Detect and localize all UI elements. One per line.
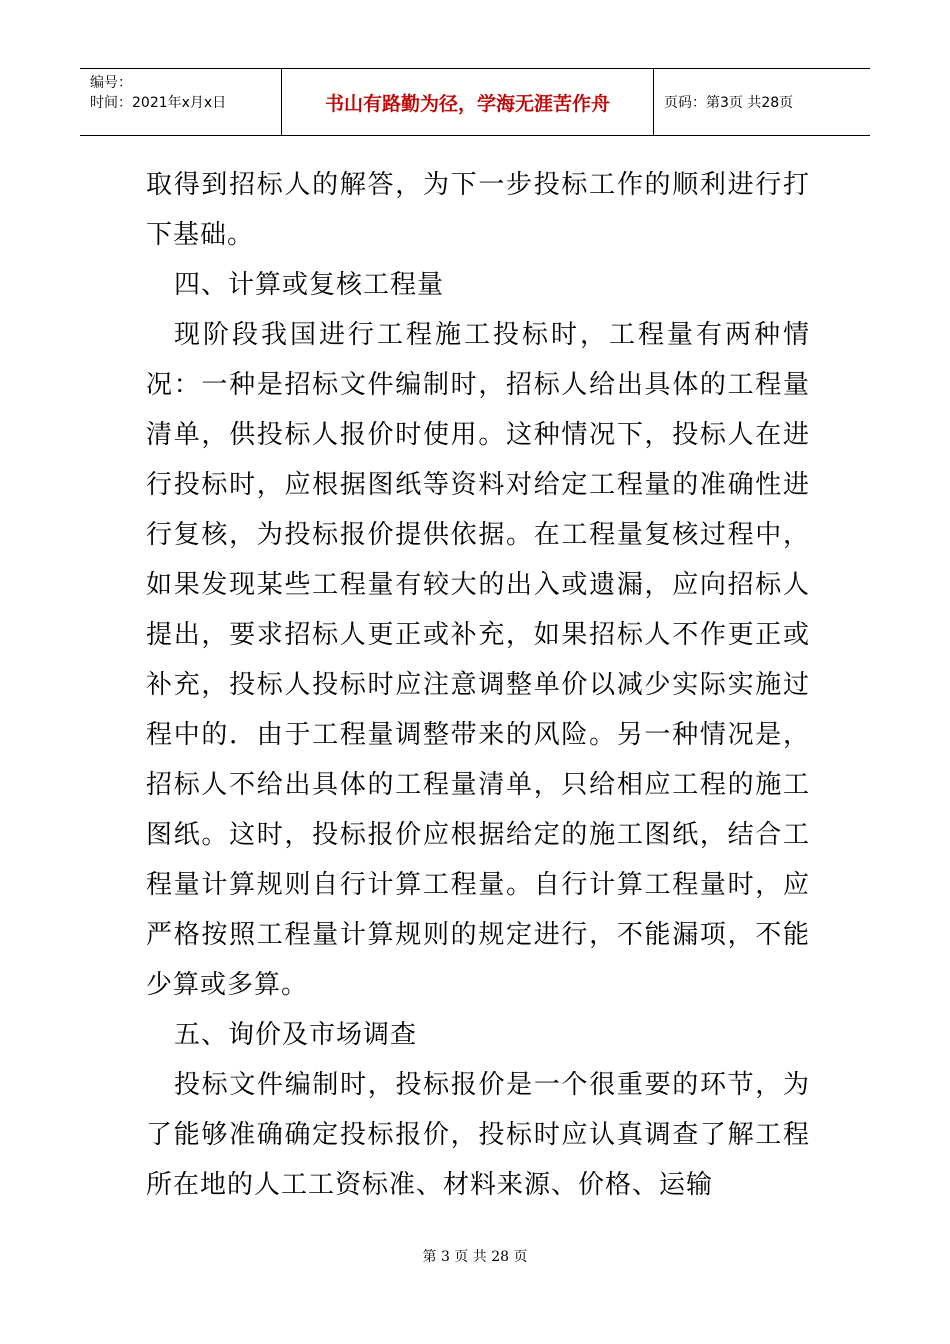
header-meta (80, 69, 282, 135)
document-date-label: 时间：2021年x月x日 (90, 95, 227, 111)
header-page-info: 页码：第3页 共28页 (664, 95, 794, 111)
paragraph-inquiry: 投标文件编制时，投标报价是一个很重要的环节，为了能够准确确定投标报价，投标时应认真调查了解工程所在地的人工工资标准、材料来源、价格、运输 (146, 1070, 810, 1200)
page-header (80, 68, 870, 136)
header-motto: 书山有路勤为径，学海无涯苦作舟 (282, 69, 654, 135)
document-number-label: 编号： (90, 75, 132, 91)
paragraph-continuation: 取得到招标人的解答，为下一步投标工作的顺利进行打下基础。 (146, 170, 810, 250)
section-heading-5: 五、询价及市场调查 (174, 1020, 418, 1050)
page-footer: 第 3 页 共 28 页 (422, 1249, 528, 1265)
document-body (146, 160, 810, 1210)
section-heading-4: 四、计算或复核工程量 (174, 270, 445, 300)
paragraph-quantities: 现阶段我国进行工程施工投标时，工程量有两种情况：一种是招标文件编制时，招标人给出具体的工程量清单，供投标人报价时使用。这种情况下，投标人在进行投标时，应根据图纸等资料对给定工程量的准确性进行复核，为投标报价提供依据。在工程量复核过程中，如果发现某些工程量有较大的出入或遗漏，应向招标人提出，要求招标人更正或补充，如果招标人不作更正或补充，投标人投标时应注意调整单价以减少实际实施过程中的．由于工程量调整带来的风险。另一种情况是，招标人不给出具体的工程量清单，只给相应工程的施工图纸。这时，投标报价应根据给定的施工图纸，结合工程量计算规则自行计算工程量。自行计算工程量时，应严格按照工程量计算规则的规定进行，不能漏项，不能少算或多算。 (146, 320, 810, 1000)
